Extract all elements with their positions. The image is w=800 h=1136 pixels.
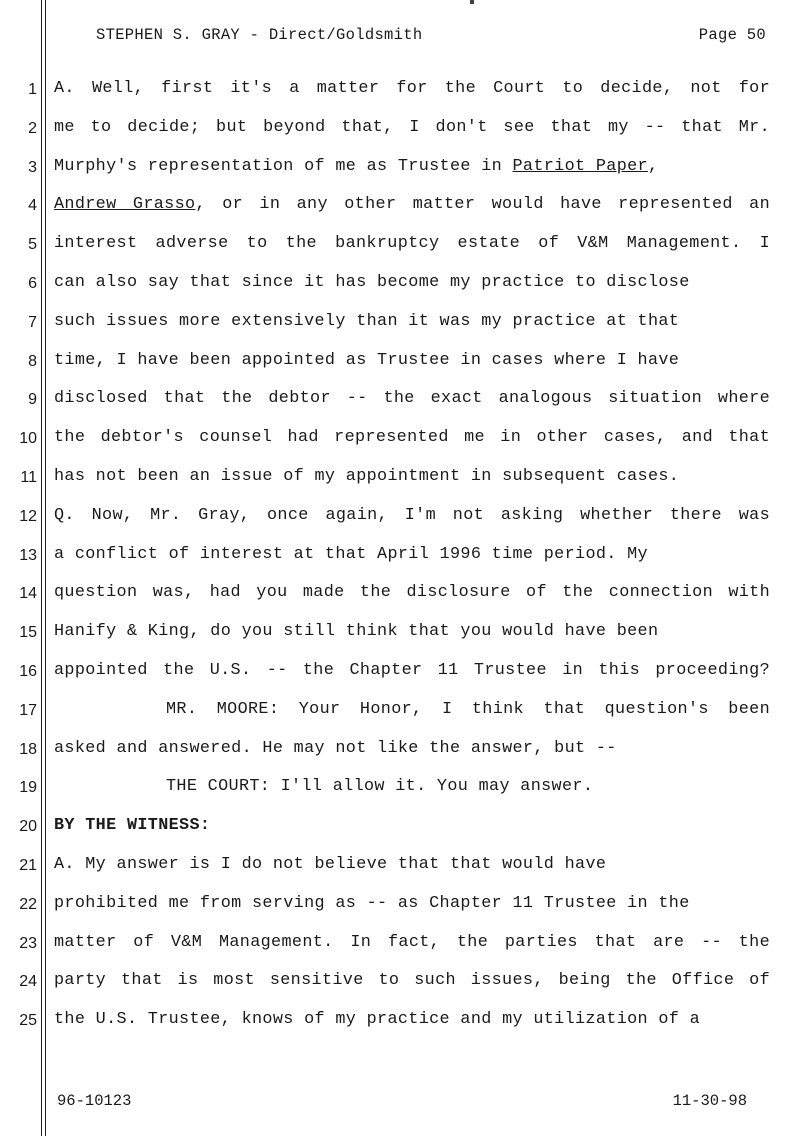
line-text: me to decide; but beyond that, I don't see that my -- that Mr. <box>54 117 770 137</box>
line-number: 5 <box>28 236 37 254</box>
line-text: party that is most sensitive to such issues, being the Office of <box>54 971 770 991</box>
transcript-line <box>0 855 800 894</box>
transcript-line <box>0 506 800 545</box>
scan-mark <box>470 0 474 4</box>
transcript-line <box>0 816 800 855</box>
line-text: has not been an issue of my appointment in subsequent cases. <box>54 467 680 486</box>
line-number: 20 <box>19 818 37 836</box>
line-number: 25 <box>19 1012 37 1030</box>
line-number: 14 <box>19 585 37 603</box>
line-number: 22 <box>19 895 37 913</box>
line-text: prohibited me from serving as -- as Chapter 11 Trustee in the <box>54 893 690 913</box>
transcript-line <box>0 1010 800 1049</box>
line-text: Hanify & King, do you still think that you would have been <box>54 622 659 642</box>
transcript-line <box>0 583 800 622</box>
line-text: disclosed that the debtor -- the exact analogous situation where <box>54 389 770 409</box>
transcript-line <box>0 234 800 273</box>
transcript-line <box>0 545 800 584</box>
line-text: such issues more extensively than it was my practice at that <box>54 311 680 331</box>
transcript-line <box>0 351 800 390</box>
transcript-line <box>0 661 800 700</box>
line-text: Andrew Grasso, or in any other matter would have represented an <box>54 195 770 215</box>
line-text: asked and answered. He may not like the answer, but -- <box>54 738 617 758</box>
transcript-line <box>0 894 800 933</box>
line-number: 7 <box>28 313 37 331</box>
line-text: Q. Now, Mr. Gray, once again, I'm not asking whether there was <box>54 505 770 525</box>
line-text: MR. MOORE: Your Honor, I think that question's been <box>166 699 770 719</box>
line-number: 8 <box>28 352 37 370</box>
case-name-patriot-paper: Patriot Paper <box>512 156 648 176</box>
line-number: 17 <box>19 701 37 719</box>
transcript-line <box>0 428 800 467</box>
line-number: 24 <box>19 973 37 991</box>
line-text: THE COURT: I'll allow it. You may answer. <box>166 777 594 797</box>
case-name-andrew-grasso: Andrew Grasso <box>54 195 196 215</box>
line-number: 2 <box>28 119 37 137</box>
line-text: A. Well, first it's a matter for the Court to decide, not for <box>54 79 770 98</box>
transcript-date: 11-30-98 <box>672 1092 747 1110</box>
transcript-line <box>0 622 800 661</box>
line-number: 16 <box>19 663 37 680</box>
line-number: 15 <box>19 624 37 642</box>
line-number: 13 <box>19 546 37 564</box>
line-text: a conflict of interest at that April 1996 time period. My <box>54 544 648 564</box>
transcript-line <box>0 273 800 312</box>
header-title: STEPHEN S. GRAY - Direct/Goldsmith <box>96 26 423 44</box>
transcript-line <box>0 195 800 234</box>
line-number: 23 <box>19 934 37 952</box>
line-number: 18 <box>19 740 37 758</box>
transcript-line <box>0 700 800 739</box>
transcript-line <box>0 312 800 351</box>
transcript-line <box>0 157 800 196</box>
transcript-line <box>0 467 800 506</box>
line-number: 19 <box>19 779 37 797</box>
line-text: Murphy's representation of me as Trustee in Patriot Paper, <box>54 156 659 176</box>
line-text: time, I have been appointed as Trustee in cases where I have <box>54 350 680 370</box>
line-text: can also say that since it has become my practice to disclose <box>54 273 690 292</box>
case-number: 96-10123 <box>57 1092 132 1110</box>
transcript-line <box>0 739 800 778</box>
line-number: 6 <box>28 275 37 292</box>
transcript-line <box>0 971 800 1010</box>
line-text: appointed the U.S. -- the Chapter 11 Trustee in this proceeding? <box>54 661 770 680</box>
line-number: 11 <box>20 469 37 486</box>
page-number: Page 50 <box>698 26 766 44</box>
line-text: A. My answer is I do not believe that that would have <box>54 855 607 874</box>
transcript-line <box>0 777 800 816</box>
line-text: the debtor's counsel had represented me in other cases, and that <box>54 428 770 448</box>
line-text: question was, had you made the disclosure of the connection with <box>54 583 770 603</box>
transcript-line <box>0 389 800 428</box>
line-text: BY THE WITNESS: <box>54 816 211 836</box>
line-text: interest adverse to the bankruptcy estate of V&M Management. I <box>54 234 770 254</box>
transcript-line <box>0 933 800 972</box>
line-number: 21 <box>19 857 37 874</box>
line-number: 10 <box>19 430 37 448</box>
line-number: 1 <box>28 81 37 98</box>
line-text: matter of V&M Management. In fact, the parties that are -- the <box>54 932 770 952</box>
line-number: 12 <box>19 507 37 525</box>
transcript-line <box>0 118 800 157</box>
line-number: 3 <box>28 158 37 176</box>
line-number: 4 <box>28 197 37 215</box>
transcript-line <box>0 79 800 118</box>
line-number: 9 <box>28 391 37 409</box>
line-text: the U.S. Trustee, knows of my practice and my utilization of a <box>54 1010 701 1030</box>
